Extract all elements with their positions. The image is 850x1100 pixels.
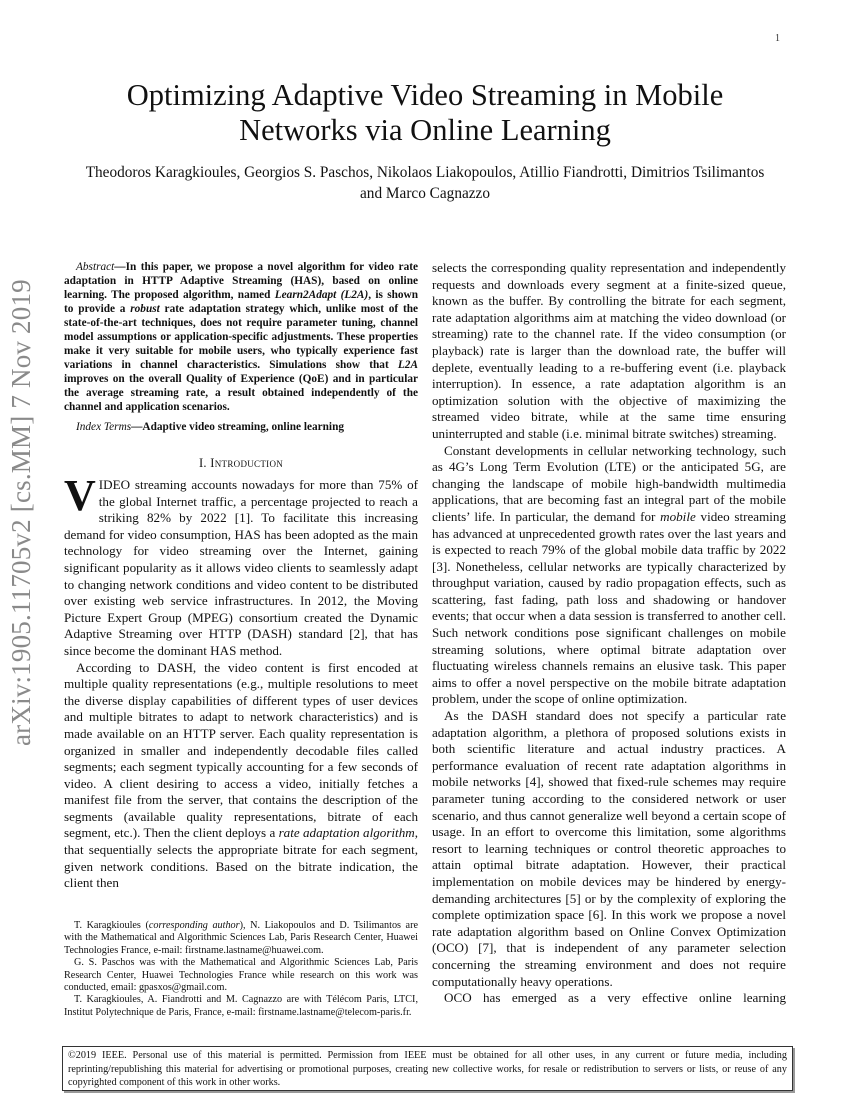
author-list xyxy=(60,162,790,204)
abstract xyxy=(64,260,418,414)
authors-line-2: and Marco Cagnazzo xyxy=(360,185,490,202)
index-terms-dash: — xyxy=(131,421,143,433)
index-terms-label: Index Terms xyxy=(76,421,132,433)
rate-adaptation-term: rate adaptation algorithm xyxy=(278,825,415,841)
intro-paragraph-2 xyxy=(64,660,418,892)
intro-paragraph-1 xyxy=(64,471,418,660)
authors-line-1: Theodoros Karagkioules, Georgios S. Paschos, Nikolaos Liakopoulos, Atillio Fiandrotti, Dimitrios Tsilimantos xyxy=(85,164,765,181)
intro-paragraph-6: OCO has emerged as a very effective online learning xyxy=(444,990,786,1006)
left-column xyxy=(64,260,418,892)
intro-paragraph-4-text-a: Constant developments in cellular networking technology, such as 4G’s Long Term Evolution (LTE) or the anticipated 5G, are changing the landscape of mobile high-bandwidth multimedia applications, that are becoming fast an integral part of the mobile clients’ life. In particular, the demand for xyxy=(432,442,786,524)
footnote-3: T. Karagkioules, A. Fiandrotti and M. Cagnazzo are with Télécom Paris, LTCI, Institut Polytechnique de Paris, France, e-mail: firstname.lastname@telecom-paris.fr. xyxy=(64,994,418,1018)
arxiv-stamp: arXiv:1905.11705v2 [cs.MM] 7 Nov 2019 xyxy=(6,279,36,746)
intro-paragraph-3: selects the corresponding quality representation and independently requests and downloads every segment at a finite-sized queue, known as the buffer. By controlling the bitrate for each segment, rate adaptation algorithms aim at matching the video download (or streaming) rate to the channel rate. If the video consumption (or playback) rate is larger than the download rate, the buffer will deplete, eventually leading to a re-buffering event (i.e. playback interruption). In essence, a rate adaptation algorithm is an optimization solution with the objective of maximizing the streamed video bitrate, while at the same time ensuring uninterrupted and stable (i.e. minimal bitrate switches) streaming. xyxy=(432,260,786,441)
intro-paragraph-1-text: IDEO streaming accounts nowadays for more than 75% of the global Internet traffic, a percentage projected to reach a striking 82% by 2022 [1]. To facilitate this increasing demand for video consumption, HAS has been adopted as the main technology for video streaming over the Internet, gaining significant popularity as it allows video clients to seamlessly adapt to changing network conditions and video content to be distributed over existing web service infrastructures. In 2012, the Moving Picture Expert Group (MPEG) consortium created the Dynamic Adaptive Streaming over HTTP (DASH) standard [2], that has since become the dominant HAS method. xyxy=(64,477,418,658)
section-numeral: I. xyxy=(198,456,211,470)
footnote-1-text-b: ), N. Liakopoulos and D. Tsilimantos are with the Mathematical and Algorithmic Sciences Lab, Paris Research Center, Huawei Technologies France, e-mail: firstname.lastname@huawei.com. xyxy=(64,920,418,956)
intro-paragraph-4 xyxy=(432,443,786,709)
abstract-text-4: improves on the overall Quality of Experience (QoE) and in particular the average streaming rate, a result obtained independently of the channel and application scenarios. xyxy=(64,373,418,413)
abstract-robust: robust xyxy=(130,303,160,315)
intro-paragraph-2-text-a: According to DASH, the video content is first encoded at multiple quality representations (e.g., multiple resolutions to meet the diverse display capabilities of different types of user devices and multiple bitrates to adapt to network characteristics) and is made available on an HTTP server. Each quality representation is organized in smaller and independently decodable files called segments; each segment typically accounting for a few seconds of video. A client desiring to access a video, initially fetches a manifest file from the server, that contains the description of the segments (available quality representations, bitrate of each segment, etc.). Then the client deploys a xyxy=(64,659,418,841)
intro-paragraph-4-text-b: video streaming has advanced at unprecedented growth rates over the last years and is expected to reach 79% of the global mobile data traffic by 2022 [3]. Nonetheless, cellular networks are typically characterized by throughput variation, caused by radio propagation effects, such as scattering, fast fading, path loss and shadowing or handover events; that occur when a data session is transferred to another cell. Such network conditions pose significant challenges on mobile streaming solutions, where optimal bitrate adaptation over fluctuating wireless channels remains an elusive task. This paper aims to offer a novel perspective on the mobile bitrate adaptation problem, under the scope of online optimization. xyxy=(432,508,787,707)
footnote-2: G. S. Paschos was with the Mathematical and Algorithmic Sciences Lab, Paris Research Center, Huawei Technologies France while research on this work was conducted, email: gpasxos@gmail.com. xyxy=(64,957,418,994)
abstract-text-3: rate adaptation strategy which, unlike most of the state-of-the-art techniques, does not require parameter tuning, channel model assumptions or application-specific adjustments. These properties make it very suitable for mobile users, who typically experience fast variations in channel characteristics. Simulations show that xyxy=(64,303,419,371)
abstract-algorithm-name: Learn2Adapt (L2A) xyxy=(274,289,369,301)
title-line-2: Networks via Online Learning xyxy=(239,113,611,147)
index-terms xyxy=(64,420,418,434)
abstract-label: Abstract xyxy=(76,261,115,273)
abstract-dash: — xyxy=(114,261,126,273)
copyright-notice: ©2019 IEEE. Personal use of this material is permitted. Permission from IEEE must be obtained for all other uses, in any current or future media, including reprinting/republishing this material for advertising or promotional purposes, creating new collective works, for resale or redistribution to servers or lists, or reuse of any copyrighted component of this work in other works. xyxy=(62,1046,793,1091)
footnote-1-text-a: T. Karagkioules ( xyxy=(74,920,149,931)
paper-title xyxy=(60,78,790,148)
title-line-1: Optimizing Adaptive Video Streaming in Mobile xyxy=(126,78,724,112)
intro-paragraph-5: As the DASH standard does not specify a particular rate adaptation algorithm, a plethora of proposed solutions exists in both scientific literature and actual industry practices. A performance evaluation of recent rate adaptation algorithms in mobile networks [4], showed that fixed-rule schemes may require parameter tuning according to the considered network or user scenario, and thus cannot generalize well beyond a certain scope of usage. In an effort to overcome this limitation, some algorithms resort to learning techniques or control theoretic approaches to attain optimal bitrate adaptation. However, their practical implementation on mobile devices may be hindered by energy-demanding architectures [5] or by the complexity of exploring the complete optimization space [6]. In this work we propose a novel rate adaptation algorithm based on Online Convex Optimization (OCO) [7], that is independent of any parameter selection concerning the streaming environment and does not require computationally heavy operations. xyxy=(432,708,786,989)
abstract-text-1: In this paper, we propose a novel algorithm for video rate adaptation in HTTP Adaptive Streaming (HAS), based on online learning. The proposed algorithm, named xyxy=(64,261,418,301)
drop-cap: V xyxy=(64,471,96,520)
corresponding-author-note: corresponding author xyxy=(148,920,240,931)
intro-paragraph-2-text-b: , that sequentially selects the appropriate bitrate for each segment, given network conditions. Based on the bitrate indication, the client then xyxy=(64,825,418,891)
mobile-emphasis: mobile xyxy=(660,508,696,524)
index-terms-text: Adaptive video streaming, online learning xyxy=(142,421,344,433)
section-title: Introduction xyxy=(210,456,284,470)
author-footnotes xyxy=(64,920,418,1019)
abstract-text-2: , is shown to provide a xyxy=(64,289,418,315)
page-number: 1 xyxy=(775,33,780,44)
abstract-l2a: L2A xyxy=(397,359,418,371)
right-column xyxy=(432,260,786,1007)
section-heading-introduction xyxy=(64,456,418,471)
footnote-1 xyxy=(64,920,418,957)
